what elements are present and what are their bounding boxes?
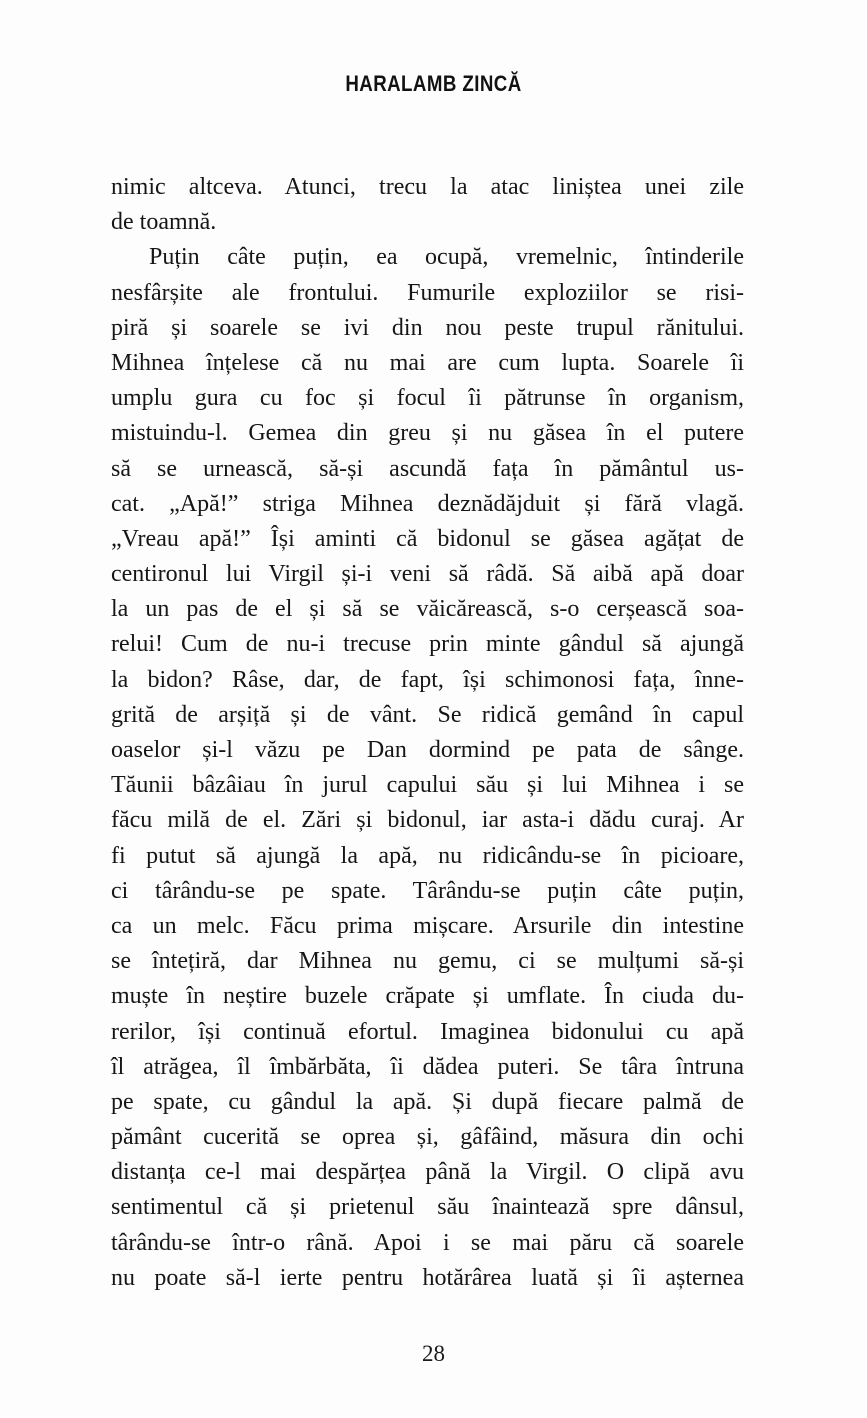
paragraph [111, 240, 744, 1296]
text-line: piră și soarele se ivi din nou peste trupul rănitului. [111, 314, 744, 341]
text-line: mistuindu-l. Gemea din greu și nu găsea în el putere [111, 420, 744, 447]
text-line: se întețiră, dar Mihnea nu gemu, ci se mulțumi să-și [111, 948, 744, 975]
text-line: grită de arșiță și de vânt. Se ridică gemând în capul [111, 701, 744, 728]
text-line: umplu gura cu foc și focul îi pătrunse în organism, [111, 385, 744, 412]
text-line: de toamnă. [111, 209, 217, 236]
text-line: muște în neștire buzele crăpate și umflate. În ciuda du- [111, 983, 744, 1010]
text-line: „Vreau apă!” Își aminti că bidonul se găsea agățat de [111, 525, 744, 552]
text-line: sentimentul că și prietenul său înaintează spre dânsul, [111, 1194, 744, 1221]
text-line: relui! Cum de nu-i trecuse prin minte gândul să ajungă [111, 631, 744, 658]
text-line: rerilor, își continuă efortul. Imaginea bidonului cu apă [111, 1018, 744, 1045]
running-header: HARALAMB ZINCĂ [345, 71, 522, 96]
page-body [111, 170, 744, 1296]
text-line: la bidon? Râse, dar, de fapt, își schimonosi fața, înne- [111, 666, 744, 693]
text-line: să se urnească, să-și ascundă fața în pământul us- [111, 455, 744, 482]
paragraph [111, 170, 744, 240]
text-line: ca un melc. Făcu prima mișcare. Arsurile din intestine [111, 912, 744, 939]
text-line: Tăunii bâzâiau în jurul capului său și lui Mihnea i se [111, 772, 744, 799]
page-number: 28 [422, 1341, 445, 1366]
text-line: distanța ce-l mai despărțea până la Virgil. O clipă avu [111, 1159, 744, 1186]
text-line: fi putut să ajungă la apă, nu ridicându-se în picioare, [111, 842, 744, 869]
text-line: centironul lui Virgil și-i veni să râdă. Să aibă apă doar [111, 561, 744, 588]
text-line: oaselor și-l văzu pe Dan dormind pe pata de sânge. [111, 737, 744, 763]
text-line: nimic altceva. Atunci, trecu la atac liniștea unei zile [111, 174, 744, 200]
text-line: îl atrăgea, îl îmbărbăta, îi dădea puteri. Se târa întruna [111, 1053, 744, 1080]
text-line: târându-se într-o rână. Apoi i se mai păru că soarele [111, 1229, 744, 1256]
text-line: nu poate să-l ierte pentru hotărârea luată și îi așternea [111, 1264, 744, 1291]
text-line: Mihnea înțelese că nu mai are cum lupta. Soarele îi [111, 349, 744, 376]
text-line: făcu milă de el. Zări și bidonul, iar asta-i dădu curaj. Ar [111, 807, 744, 834]
text-line: cat. „Apă!” striga Mihnea deznădăjduit și fără vlagă. [111, 490, 744, 517]
text-line: pe spate, cu gândul la apă. Și după fiecare palmă de [111, 1088, 744, 1115]
text-line: Puțin câte puțin, ea ocupă, vremelnic, întinderile [149, 244, 744, 271]
text-line: pământ cucerită se oprea și, gâfâind, măsura din ochi [111, 1124, 744, 1151]
text-line: ci târându-se pe spate. Târându-se puțin câte puțin, [111, 877, 744, 904]
text-line: nesfârșite ale frontului. Fumurile exploziilor se risi- [111, 279, 744, 306]
text-line: la un pas de el și să se văicărească, s-o cerșească soa- [111, 596, 744, 623]
